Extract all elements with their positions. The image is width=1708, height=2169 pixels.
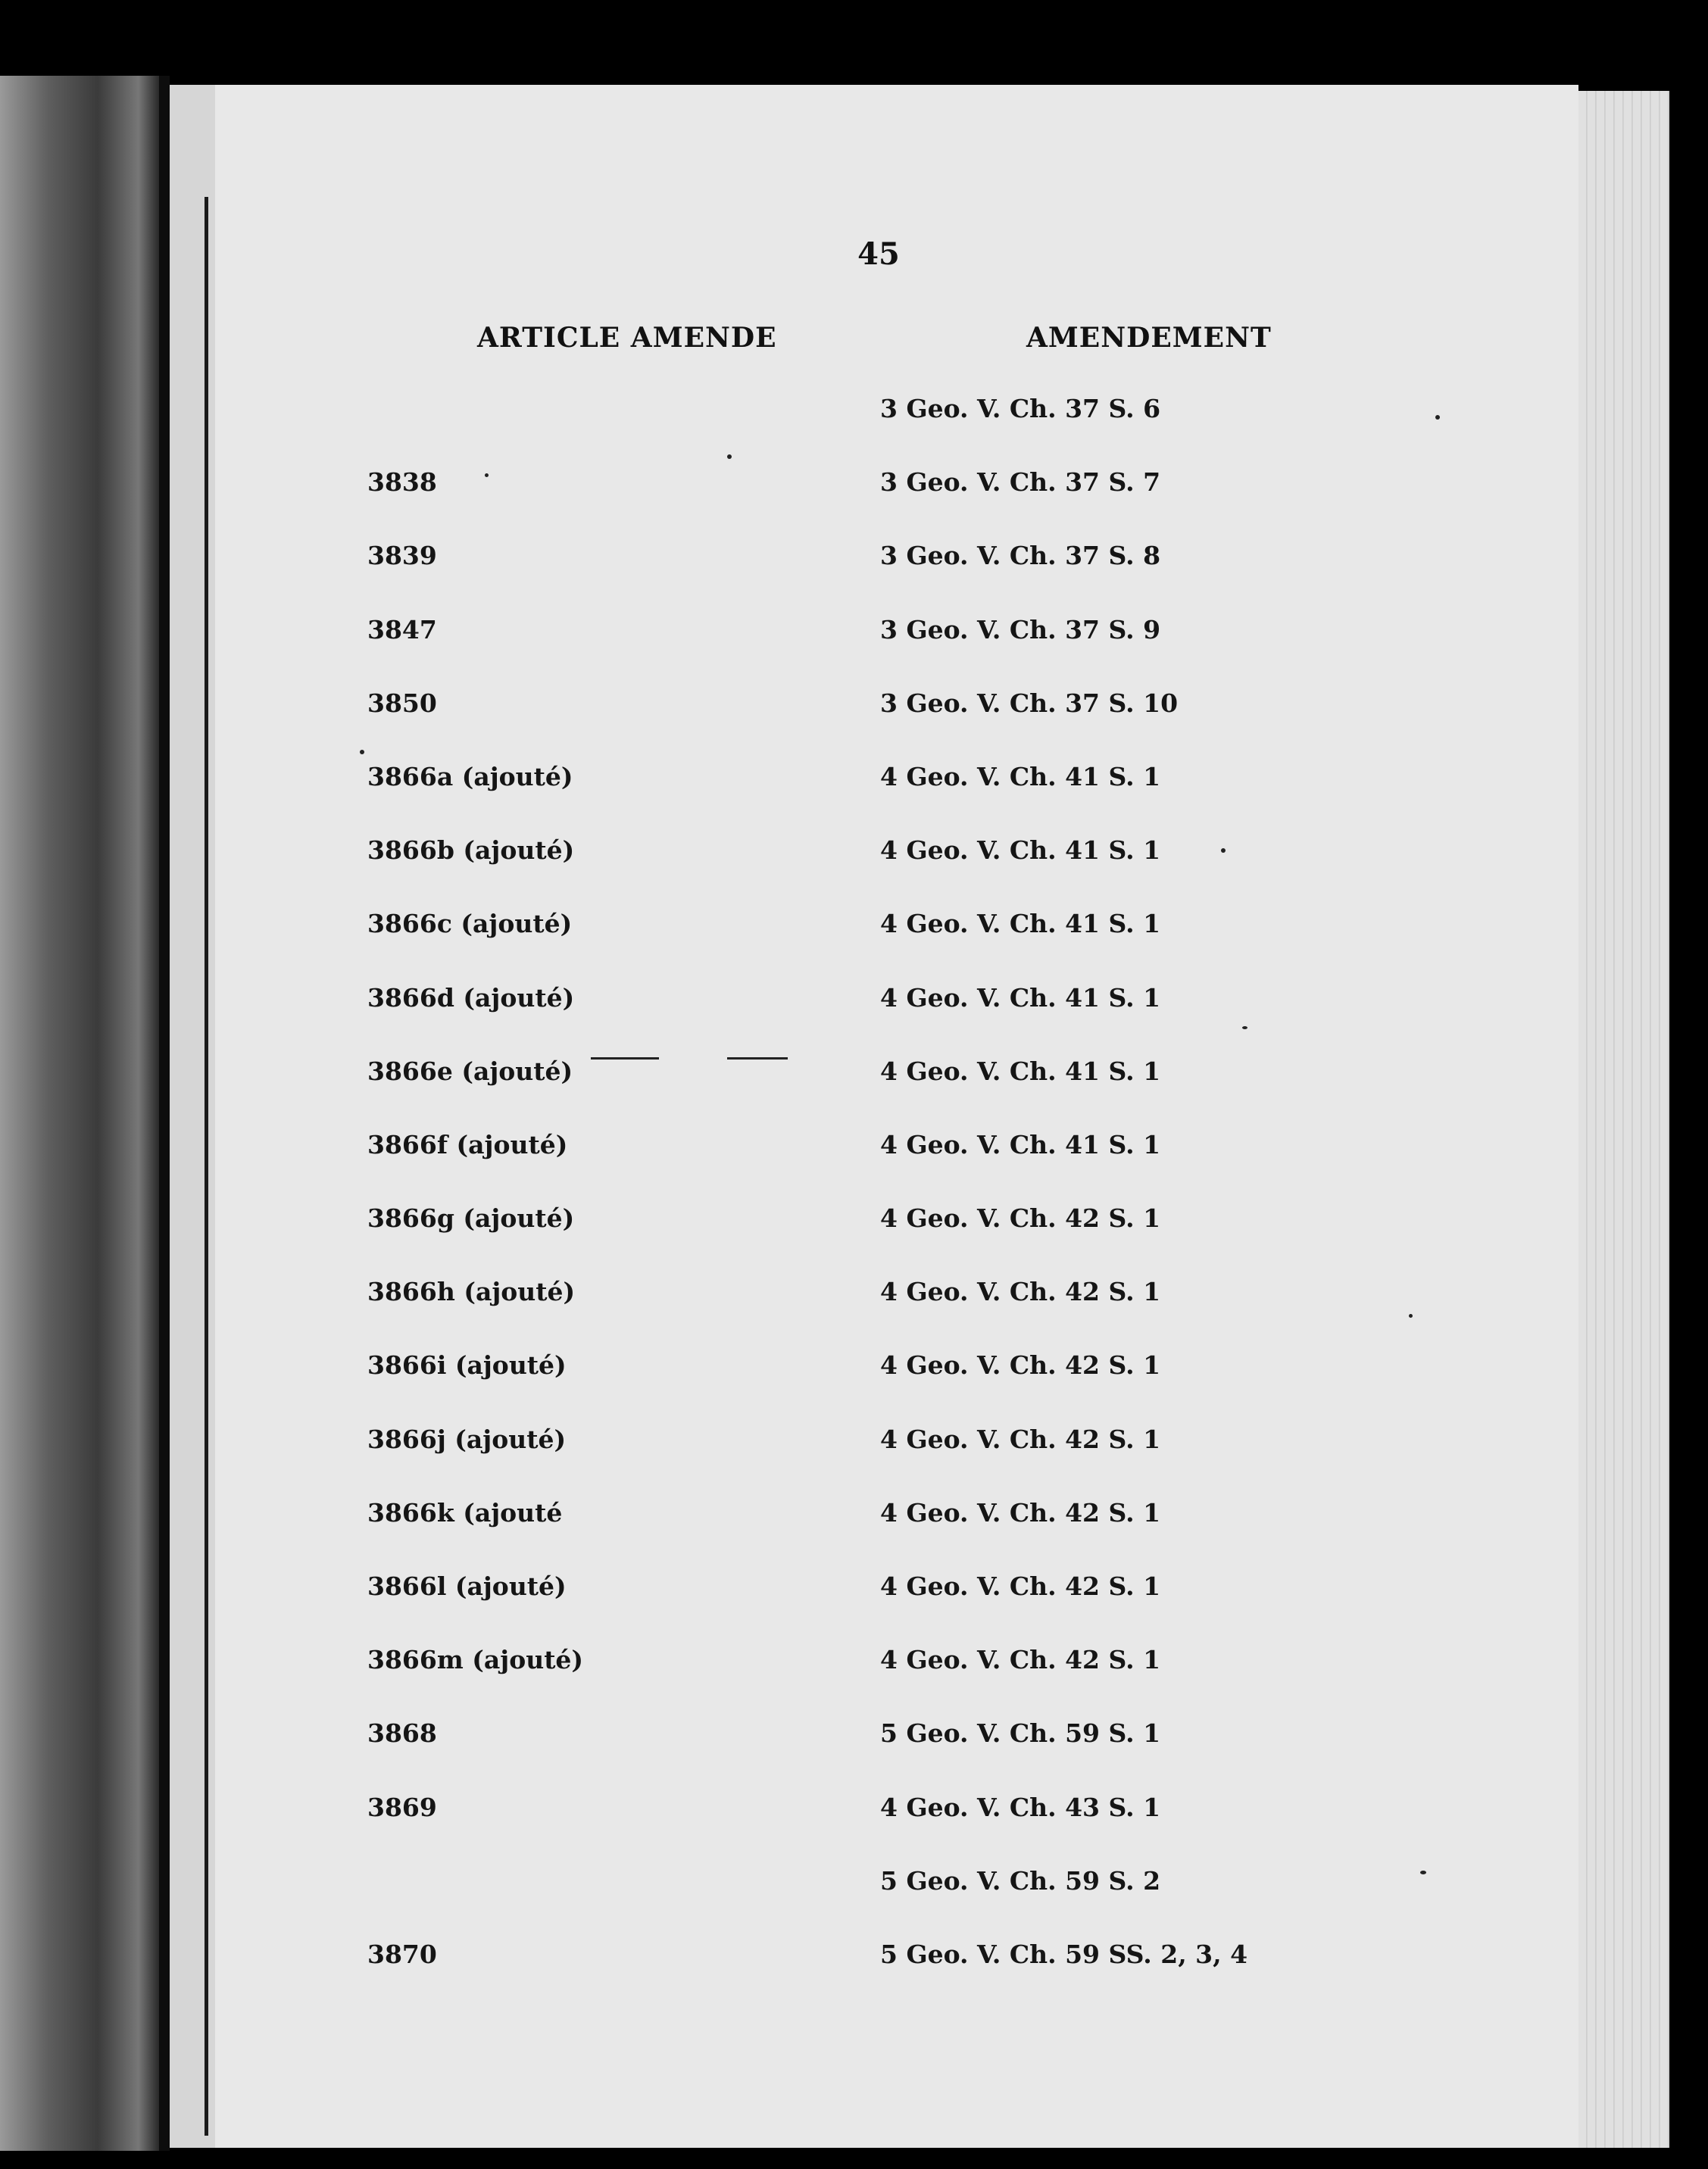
article-cell: 3866i (ajouté) [367,1350,567,1381]
table-row [0,1056,1708,1130]
table-row [0,909,1708,982]
page-number: 45 [857,236,900,272]
article-cell: 3866l (ajouté) [367,1571,567,1601]
table-row [0,1940,1708,2013]
amendment-cell: 4 Geo. V. Ch. 41 S. 1 [880,761,1161,791]
table-row [0,1350,1708,1424]
table-row [0,394,1708,467]
table-row [0,541,1708,614]
article-cell: 3839 [367,541,437,571]
table-row [0,1425,1708,1498]
amendment-cell: 5 Geo. V. Ch. 59 S. 2 [880,1865,1161,1896]
amendment-cell: 3 Geo. V. Ch. 37 S. 6 [880,394,1161,423]
table-row [0,983,1708,1056]
amendment-cell: 5 Geo. V. Ch. 59 S. 1 [880,1718,1161,1749]
amendment-cell: 4 Geo. V. Ch. 42 S. 1 [880,1571,1161,1601]
table-row [0,762,1708,835]
article-cell: 3870 [367,1939,437,1969]
article-cell: 3866c (ajouté) [367,909,573,939]
amendment-cell: 4 Geo. V. Ch. 41 S. 1 [880,909,1161,939]
article-cell: 3866f (ajouté) [367,1129,568,1159]
amendment-cell: 4 Geo. V. Ch. 42 S. 1 [880,1497,1161,1528]
amendment-cell: 4 Geo. V. Ch. 41 S. 1 [880,1056,1161,1086]
article-cell: 3866k (ajouté [367,1497,563,1528]
amendment-cell: 3 Geo. V. Ch. 37 S. 7 [880,467,1161,498]
amendment-cell: 4 Geo. V. Ch. 41 S. 1 [880,835,1161,866]
table-row [0,467,1708,541]
amendment-cell: 4 Geo. V. Ch. 42 S. 1 [880,1277,1161,1307]
article-cell: 3850 [367,688,437,718]
table-row [0,1277,1708,1350]
article-cell: 3869 [367,1792,437,1822]
article-cell: 3866e (ajouté) [367,1056,573,1086]
amendment-cell: 4 Geo. V. Ch. 42 S. 1 [880,1424,1161,1454]
amendment-cell: 3 Geo. V. Ch. 37 S. 8 [880,541,1161,571]
table-row [0,1130,1708,1203]
amendment-table [0,394,1708,2013]
amendment-cell: 4 Geo. V. Ch. 41 S. 1 [880,1129,1161,1159]
article-cell: 3838 [367,467,437,498]
article-cell: 3866m (ajouté) [367,1645,584,1675]
article-cell: 3868 [367,1718,437,1749]
table-row [0,1203,1708,1277]
table-row [0,615,1708,688]
article-cell: 3866g (ajouté) [367,1203,575,1234]
amendment-cell: 4 Geo. V. Ch. 43 S. 1 [880,1792,1161,1822]
article-cell: 3847 [367,614,437,644]
amendment-cell: 4 Geo. V. Ch. 42 S. 1 [880,1350,1161,1381]
article-cell: 3866h (ajouté) [367,1277,576,1307]
amendment-column-header: AMENDEMENT [1026,322,1272,354]
article-column-header: ARTICLE AMENDE [477,322,777,354]
amendment-cell: 4 Geo. V. Ch. 42 S. 1 [880,1203,1161,1234]
table-row [0,835,1708,909]
table-row [0,1718,1708,1792]
amendment-cell: 3 Geo. V. Ch. 37 S. 10 [880,688,1179,718]
article-cell: 3866d (ajouté) [367,982,575,1013]
table-row [0,1645,1708,1718]
table-row [0,1498,1708,1571]
amendment-cell: 5 Geo. V. Ch. 59 SS. 2, 3, 4 [880,1939,1248,1969]
amendment-cell: 4 Geo. V. Ch. 41 S. 1 [880,982,1161,1013]
table-row [0,1793,1708,1866]
amendment-cell: 4 Geo. V. Ch. 42 S. 1 [880,1645,1161,1675]
article-cell: 3866b (ajouté) [367,835,575,866]
table-row [0,1571,1708,1645]
table-row [0,1866,1708,1940]
article-cell: 3866a (ajouté) [367,761,573,791]
amendment-cell: 3 Geo. V. Ch. 37 S. 9 [880,614,1161,644]
table-row [0,688,1708,762]
article-cell: 3866j (ajouté) [367,1424,567,1454]
